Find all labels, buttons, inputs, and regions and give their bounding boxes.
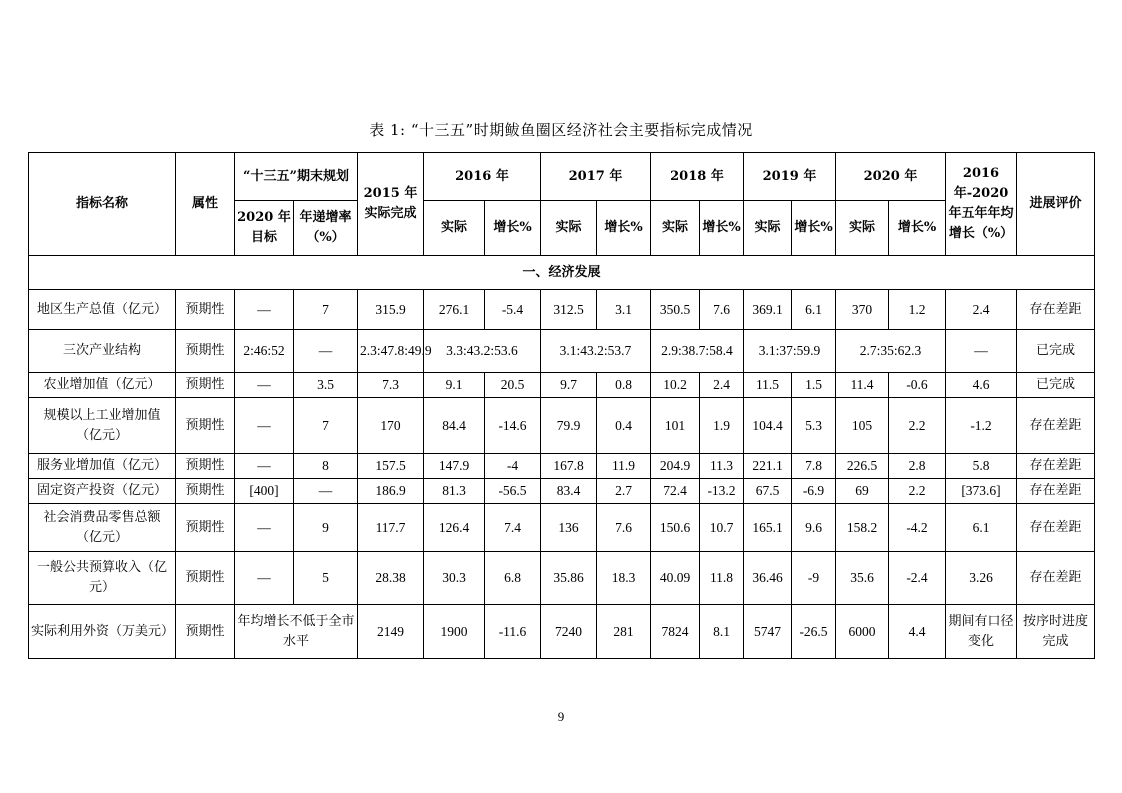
actual-2018-cell: 150.6 (651, 504, 700, 552)
actual-2019-cell: 165.1 (744, 504, 792, 552)
evaluation-cell: 存在差距 (1017, 552, 1095, 605)
growth-2017-cell: 7.6 (597, 504, 651, 552)
growth-2016-cell: 7.4 (485, 504, 541, 552)
growth-2018-cell: 2.4 (700, 373, 744, 398)
header-plan: “十三五”期末规划 (235, 153, 358, 201)
page-number: 9 (557, 709, 565, 724)
target-cell: — (235, 373, 294, 398)
actual-2016-cell: 1900 (424, 605, 485, 659)
growth-2017-cell: 0.4 (597, 398, 651, 454)
growth-2017-cell: 281 (597, 605, 651, 659)
growth-2019-cell: 6.1 (792, 290, 836, 330)
header-plan-target: 2020 年目标 (235, 201, 294, 256)
actual-2020-cell: 11.4 (836, 373, 889, 398)
target-cell: — (235, 552, 294, 605)
evaluation-cell: 存在差距 (1017, 479, 1095, 504)
indicator-name: 农业增加值（亿元） (29, 373, 176, 398)
actual-2017-cell: 136 (541, 504, 597, 552)
actual-2015-cell: 2149 (358, 605, 424, 659)
actual-2019-cell: 36.46 (744, 552, 792, 605)
rate-cell: 3.5 (294, 373, 358, 398)
structure-2018-cell: 2.9:38.7:58.4 (651, 330, 744, 373)
rate-cell: — (294, 330, 358, 373)
growth-2018-cell: 10.7 (700, 504, 744, 552)
growth-2016-cell: 6.8 (485, 552, 541, 605)
actual-2015-cell: 315.9 (358, 290, 424, 330)
header-2016-growth: 增长% (485, 201, 541, 256)
header-row-1 (29, 153, 1095, 201)
actual-2017-cell: 312.5 (541, 290, 597, 330)
actual-2015-cell: 117.7 (358, 504, 424, 552)
growth-2018-cell: 11.8 (700, 552, 744, 605)
growth-2017-cell: 2.7 (597, 479, 651, 504)
five-year-avg-cell: [373.6] (946, 479, 1017, 504)
evaluation-cell: 按序时进度完成 (1017, 605, 1095, 659)
actual-2019-cell: 104.4 (744, 398, 792, 454)
indicator-name: 规模以上工业增加值（亿元） (29, 398, 176, 454)
growth-2018-cell: 11.3 (700, 454, 744, 479)
growth-2019-cell: -26.5 (792, 605, 836, 659)
actual-2016-cell: 276.1 (424, 290, 485, 330)
actual-2020-cell: 6000 (836, 605, 889, 659)
section-row (29, 256, 1095, 290)
five-year-avg-cell: — (946, 330, 1017, 373)
growth-2019-cell: 5.3 (792, 398, 836, 454)
structure-2017-cell: 3.1:43.2:53.7 (541, 330, 651, 373)
actual-2019-cell: 67.5 (744, 479, 792, 504)
header-plan-rate: 年递增率（%） (294, 201, 358, 256)
structure-2016-cell: 3.3:43.2:53.6 (424, 330, 541, 373)
actual-2020-cell: 226.5 (836, 454, 889, 479)
five-year-avg-cell: 4.6 (946, 373, 1017, 398)
table-row (29, 454, 1095, 479)
growth-2017-cell: 0.8 (597, 373, 651, 398)
growth-2017-cell: 3.1 (597, 290, 651, 330)
table-row (29, 479, 1095, 504)
growth-2016-cell: -5.4 (485, 290, 541, 330)
indicator-name: 一般公共预算收入（亿元） (29, 552, 176, 605)
growth-2020-cell: 2.2 (889, 398, 946, 454)
growth-2016-cell: -56.5 (485, 479, 541, 504)
growth-2020-cell: 2.2 (889, 479, 946, 504)
attribute-cell: 预期性 (176, 552, 235, 605)
growth-2020-cell: -2.4 (889, 552, 946, 605)
actual-2016-cell: 30.3 (424, 552, 485, 605)
header-2016: 2016 年 (424, 153, 541, 201)
actual-2017-cell: 79.9 (541, 398, 597, 454)
table-row (29, 290, 1095, 330)
growth-2017-cell: 11.9 (597, 454, 651, 479)
indicator-name: 地区生产总值（亿元） (29, 290, 176, 330)
attribute-cell: 预期性 (176, 605, 235, 659)
indicator-name: 社会消费品零售总额（亿元） (29, 504, 176, 552)
rate-cell: 5 (294, 552, 358, 605)
attribute-cell: 预期性 (176, 398, 235, 454)
growth-2016-cell: -14.6 (485, 398, 541, 454)
growth-2018-cell: -13.2 (700, 479, 744, 504)
indicator-name: 固定资产投资（亿元） (29, 479, 176, 504)
growth-2019-cell: -9 (792, 552, 836, 605)
five-year-avg-cell: 3.26 (946, 552, 1017, 605)
actual-2015-cell: 170 (358, 398, 424, 454)
header-evaluation: 进展评价 (1017, 153, 1095, 256)
growth-2016-cell: 20.5 (485, 373, 541, 398)
actual-2019-cell: 5747 (744, 605, 792, 659)
table-row (29, 552, 1095, 605)
header-indicator: 指标名称 (29, 153, 176, 256)
header-2019-actual: 实际 (744, 201, 792, 256)
header-2018: 2018 年 (651, 153, 744, 201)
evaluation-cell: 存在差距 (1017, 290, 1095, 330)
actual-2016-cell: 81.3 (424, 479, 485, 504)
attribute-cell: 预期性 (176, 373, 235, 398)
evaluation-cell: 存在差距 (1017, 398, 1095, 454)
target-cell: [400] (235, 479, 294, 504)
table-row (29, 373, 1095, 398)
actual-2016-cell: 84.4 (424, 398, 485, 454)
header-five-year-avg: 2016 年-2020 年五年年均增长（%） (946, 153, 1017, 256)
table-row (29, 330, 1095, 373)
actual-2016-cell: 126.4 (424, 504, 485, 552)
evaluation-cell: 存在差距 (1017, 454, 1095, 479)
five-year-avg-cell: -1.2 (946, 398, 1017, 454)
section-title: 一、经济发展 (29, 256, 1095, 290)
actual-2018-cell: 7824 (651, 605, 700, 659)
header-2016-actual: 实际 (424, 201, 485, 256)
actual-2018-cell: 350.5 (651, 290, 700, 330)
structure-2019-cell: 3.1:37:59.9 (744, 330, 836, 373)
actual-2019-cell: 369.1 (744, 290, 792, 330)
growth-2020-cell: 4.4 (889, 605, 946, 659)
actual-2018-cell: 101 (651, 398, 700, 454)
growth-2018-cell: 8.1 (700, 605, 744, 659)
actual-2020-cell: 370 (836, 290, 889, 330)
actual-2015-cell: 186.9 (358, 479, 424, 504)
indicator-table (28, 152, 1095, 659)
growth-2019-cell: -6.9 (792, 479, 836, 504)
rate-cell: — (294, 479, 358, 504)
actual-2015-cell: 28.38 (358, 552, 424, 605)
actual-2016-cell: 147.9 (424, 454, 485, 479)
rate-cell: 8 (294, 454, 358, 479)
attribute-cell: 预期性 (176, 290, 235, 330)
target-cell: — (235, 398, 294, 454)
attribute-cell: 预期性 (176, 479, 235, 504)
actual-2015-cell: 157.5 (358, 454, 424, 479)
actual-2018-cell: 10.2 (651, 373, 700, 398)
header-2017-growth: 增长% (597, 201, 651, 256)
five-year-avg-cell: 期间有口径变化 (946, 605, 1017, 659)
actual-2020-cell: 105 (836, 398, 889, 454)
target-cell: — (235, 504, 294, 552)
growth-2016-cell: -4 (485, 454, 541, 479)
indicator-name: 三次产业结构 (29, 330, 176, 373)
evaluation-cell: 已完成 (1017, 373, 1095, 398)
actual-2017-cell: 35.86 (541, 552, 597, 605)
actual-2015-cell: 2.3:47.8:49.9 (358, 330, 424, 373)
actual-2017-cell: 167.8 (541, 454, 597, 479)
growth-2019-cell: 7.8 (792, 454, 836, 479)
rate-cell: 9 (294, 504, 358, 552)
actual-2019-cell: 221.1 (744, 454, 792, 479)
header-attribute: 属性 (176, 153, 235, 256)
actual-2018-cell: 72.4 (651, 479, 700, 504)
rate-cell: 7 (294, 398, 358, 454)
table-caption: 表 1: “十三五”时期鲅鱼圈区经济社会主要指标完成情况 (369, 121, 753, 139)
growth-2016-cell: -11.6 (485, 605, 541, 659)
growth-2020-cell: 1.2 (889, 290, 946, 330)
header-2019: 2019 年 (744, 153, 836, 201)
attribute-cell: 预期性 (176, 504, 235, 552)
header-2018-growth: 增长% (700, 201, 744, 256)
target-cell: — (235, 454, 294, 479)
attribute-cell: 预期性 (176, 454, 235, 479)
actual-2018-cell: 204.9 (651, 454, 700, 479)
header-2015: 2015 年实际完成 (358, 153, 424, 256)
actual-2018-cell: 40.09 (651, 552, 700, 605)
actual-2016-cell: 9.1 (424, 373, 485, 398)
table-row (29, 398, 1095, 454)
growth-2020-cell: 2.8 (889, 454, 946, 479)
rate-cell: 7 (294, 290, 358, 330)
structure-2020-cell: 2.7:35:62.3 (836, 330, 946, 373)
growth-2019-cell: 9.6 (792, 504, 836, 552)
indicator-name: 实际利用外资（万美元） (29, 605, 176, 659)
actual-2017-cell: 9.7 (541, 373, 597, 398)
actual-2017-cell: 83.4 (541, 479, 597, 504)
growth-2020-cell: -4.2 (889, 504, 946, 552)
growth-2020-cell: -0.6 (889, 373, 946, 398)
indicator-name: 服务业增加值（亿元） (29, 454, 176, 479)
table-row (29, 605, 1095, 659)
growth-2018-cell: 7.6 (700, 290, 744, 330)
growth-2017-cell: 18.3 (597, 552, 651, 605)
five-year-avg-cell: 5.8 (946, 454, 1017, 479)
actual-2020-cell: 158.2 (836, 504, 889, 552)
header-2020-growth: 增长% (889, 201, 946, 256)
header-2018-actual: 实际 (651, 201, 700, 256)
header-2017: 2017 年 (541, 153, 651, 201)
evaluation-cell: 存在差距 (1017, 504, 1095, 552)
header-2019-growth: 增长% (792, 201, 836, 256)
five-year-avg-cell: 2.4 (946, 290, 1017, 330)
actual-2017-cell: 7240 (541, 605, 597, 659)
header-2020-actual: 实际 (836, 201, 889, 256)
five-year-avg-cell: 6.1 (946, 504, 1017, 552)
table-row (29, 504, 1095, 552)
target-cell: — (235, 290, 294, 330)
growth-2019-cell: 1.5 (792, 373, 836, 398)
actual-2020-cell: 35.6 (836, 552, 889, 605)
attribute-cell: 预期性 (176, 330, 235, 373)
actual-2020-cell: 69 (836, 479, 889, 504)
plan-merged-cell: 年均增长不低于全市水平 (235, 605, 358, 659)
target-cell: 2:46:52 (235, 330, 294, 373)
actual-2019-cell: 11.5 (744, 373, 792, 398)
growth-2018-cell: 1.9 (700, 398, 744, 454)
evaluation-cell: 已完成 (1017, 330, 1095, 373)
header-2020: 2020 年 (836, 153, 946, 201)
actual-2015-cell: 7.3 (358, 373, 424, 398)
header-2017-actual: 实际 (541, 201, 597, 256)
